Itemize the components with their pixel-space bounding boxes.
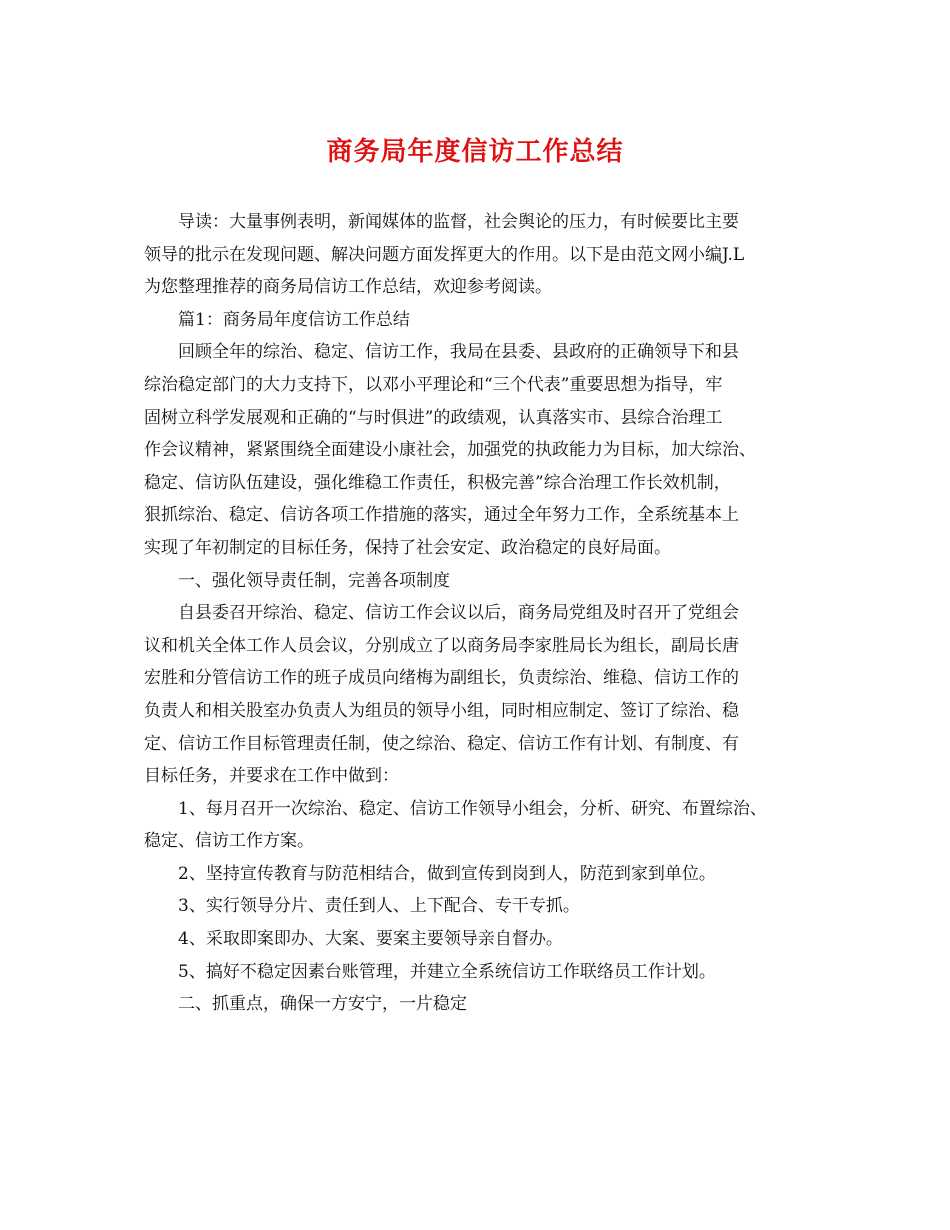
text-line: 负责人和相关股室办负责人为组员的领导小组，同时相应制定、签订了综治、稳: [144, 700, 739, 721]
document-body: [144, 206, 822, 1021]
text-line: 二、抓重点，确保一方安宁，一片稳定: [178, 994, 467, 1015]
text-line: 议和机关全体工作人员会议，分别成立了以商务局李家胜局长为组长，副局长唐: [144, 635, 739, 656]
text-line: 一、强化领导责任制，完善各项制度: [178, 570, 450, 591]
document-title: 商务局年度信访工作总结: [326, 137, 624, 167]
text-line: 导读：大量事例表明，新闻媒体的监督，社会舆论的压力，有时候要比主要: [178, 212, 739, 232]
text-line: 实现了年初制定的目标任务，保持了社会安定、政治稳定的良好局面。: [144, 537, 671, 558]
text-line: 稳定、信访队伍建设，强化维稳工作责任，积极完善”综合治理工作长效机制，: [144, 472, 731, 493]
text-line: 目标任务，并要求在工作中做到：: [144, 766, 399, 787]
text-line: 3、实行领导分片、责任到人、上下配合、专干专抓。: [178, 896, 580, 917]
text-line: 5、搞好不稳定因素台账管理，并建立全系统信访工作联络员工作计划。: [178, 961, 716, 982]
text-line: 回顾全年的综治、稳定、信访工作，我局在县委、县政府的正确领导下和县: [178, 342, 739, 363]
text-line: 自县委召开综治、稳定、信访工作会议以后，商务局党组及时召开了党组会: [178, 603, 739, 624]
text-line: 固树立科学发展观和正确的“与时俱进”的政绩观，认真落实市、县综合治理工: [144, 407, 723, 428]
text-line: 作会议精神，紧紧围绕全面建设小康社会，加强党的执政能力为目标，加大综治、: [144, 440, 756, 461]
text-line: 综治稳定部门的大力支持下，以邓小平理论和“三个代表”重要思想为指导，牢: [144, 374, 723, 395]
text-line: 4、采取即案即办、大案、要案主要领导亲自督办。: [178, 929, 563, 950]
text-line: 2、坚持宣传教育与防范相结合，做到宣传到岗到人，防范到家到单位。: [178, 863, 716, 884]
text-line: 领导的批示在发现问题、解决问题方面发挥更大的作用。以下是由范文网小编J.L: [144, 244, 745, 265]
text-line: 宏胜和分管信访工作的班子成员向绪梅为副组长，负责综治、维稳、信访工作的: [144, 668, 739, 689]
text-line: 篇1：商务局年度信访工作总结: [178, 309, 410, 330]
text-line: 定、信访工作目标管理责任制，使之综治、稳定、信访工作有计划、有制度、有: [144, 733, 739, 754]
text-line: 为您整理推荐的商务局信访工作总结，欢迎参考阅读。: [144, 277, 552, 298]
text-line: 狠抓综治、稳定、信访各项工作措施的落实，通过全年努力工作，全系统基本上: [144, 505, 739, 526]
text-line: 1、每月召开一次综治、稳定、信访工作领导小组会，分析、研究、布置综治、: [178, 798, 767, 819]
text-line: 稳定、信访工作方案。: [144, 831, 314, 852]
